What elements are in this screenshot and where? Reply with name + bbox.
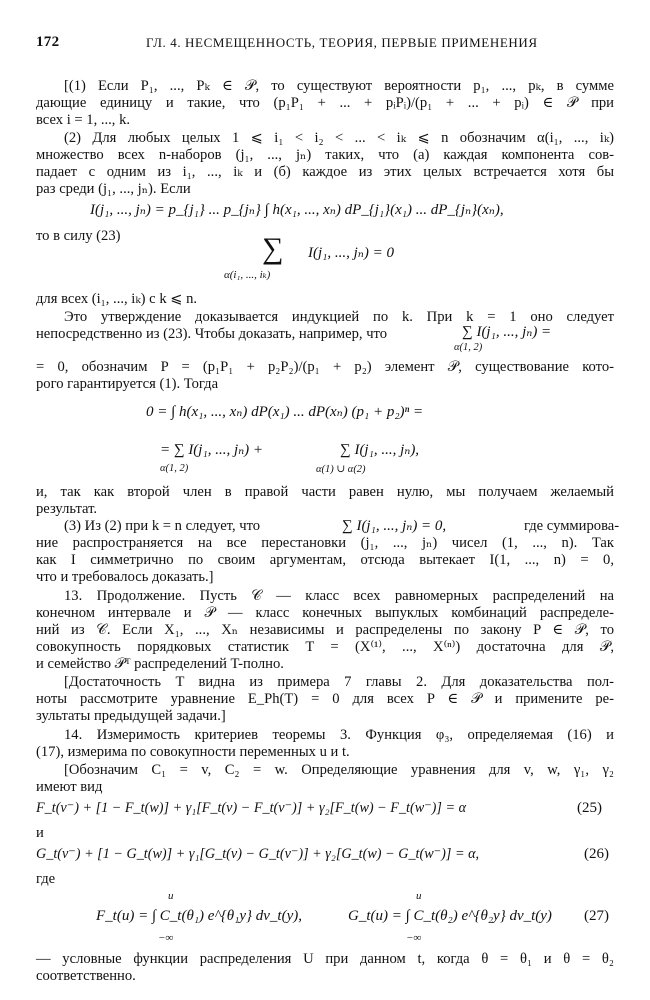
equation-inline-sum: ∑ I(j₁, ..., jₙ) = (462, 324, 552, 340)
text-line: соответственно. (36, 968, 136, 984)
text-line: зультаты предыдущей задачи.] (36, 708, 226, 724)
text-line: что и требовалось доказать.] (36, 569, 214, 585)
text-line: Это утверждение доказывается индукцией по k. При k = 1 оно следует (64, 309, 614, 325)
chapter-title: ГЛ. 4. НЕСМЕЩЕННОСТЬ, ТЕОРИЯ, ПЕРВЫЕ ПРИМЕНЕНИЯ (146, 35, 538, 50)
equation-27-F: F_t(u) = ∫ C_t(θ₁) e^{θ₁y} dν_t(y), (96, 908, 302, 924)
page-number: 172 (36, 34, 60, 50)
text-line: [Обозначим C₁ = v, C₂ = w. Определяющие уравнения для v, w, γ₁, γ₂ (64, 762, 614, 778)
text-line: где суммирова- (524, 518, 620, 534)
equation-25-number: (25) (577, 800, 602, 816)
text-line: ноты рассмотрите уравнение E_Ph(T) = 0 для всех P ∈ 𝒫 и примените ре- (36, 691, 614, 707)
integral-2a-index: α(1, 2) (160, 463, 189, 474)
text-line: [Достаточность T видна из примера 7 главы 2. Для доказательства пол- (64, 674, 614, 690)
text-line: ние распространяется на все перестановки (j₁, ..., jₙ) чисел (1, ..., n). Так (36, 535, 614, 551)
text-line: (3) Из (2) при k = n следует, что (64, 518, 261, 534)
text-line: раз среди (j₁, ..., jₙ). Если (36, 181, 191, 197)
equation-inline-sum-zero: ∑ I(j₁, ..., jₙ) = 0, (342, 518, 447, 534)
integral-upper-limit-2: u (416, 890, 422, 902)
text-line: — условные функции распределения U при данном t, когда θ = θ₁ и θ = θ₂ (36, 951, 614, 967)
text-line: (17), измерима по совокупности переменных u и t. (36, 744, 350, 760)
text-line: то в силу (23) (36, 228, 121, 244)
text-line: ний из 𝒞. Если X₁, ..., Xₙ независимы и распределены по закону P ∈ 𝒫, то (36, 622, 614, 638)
sum-index: α(i₁, ..., iₖ) (224, 269, 271, 281)
text-line: всех i = 1, ..., k. (36, 112, 131, 128)
sum-symbol: ∑ (262, 232, 284, 265)
text-line: [(1) Если P₁, ..., Pₖ ∈ 𝒫, то существуют вероятности p₁, ..., pₖ, в сумме (64, 78, 614, 94)
problem-13-line: 13. Продолжение. Пусть 𝒞 — класс всех равномерных распределений на (64, 588, 614, 604)
equation-integral-1: 0 = ∫ h(x₁, ..., xₙ) dP(x₁) ... dP(xₙ) (p₁ + p₂)ⁿ = (146, 404, 424, 420)
equation-27-number: (27) (584, 908, 609, 924)
inline-sum-index: α(1, 2) (454, 342, 483, 353)
text-line: множество всех n-наборов (j₁, ..., jₙ) таких, что (а) каждая компонента сов- (36, 147, 614, 163)
integral-2b-index: α(1) ∪ α(2) (316, 464, 366, 475)
text-line: имеют вид (36, 779, 103, 795)
text-line: (2) Для любых целых 1 ⩽ i₁ < i₂ < ... < iₖ ⩽ n обозначим α(i₁, ..., iₖ) (64, 130, 614, 146)
equation-26-number: (26) (584, 846, 609, 862)
integral-upper-limit-1: u (168, 890, 174, 902)
text-line: и, так как второй член в правой части равен нулю, мы получаем желаемый (36, 484, 614, 500)
text-line: и семейство 𝒫ᵀ распределений T-полно. (36, 656, 284, 672)
text-line: непосредственно из (23). Чтобы доказать, например, что (36, 326, 388, 342)
text-line: для всех (i₁, ..., iₖ) с k ⩽ n. (36, 291, 198, 307)
integral-lower-limit-1: −∞ (158, 932, 174, 944)
equation-27-G: G_t(u) = ∫ C_t(θ₂) e^{θ₂y} dν_t(y) (348, 908, 552, 924)
text-line: результат. (36, 501, 98, 517)
running-header (36, 34, 616, 56)
problem-14-line: 14. Измеримость критериев теоремы 3. Функция φ₃, определяемая (16) и (64, 727, 614, 743)
text-line: = 0, обозначим P = (p₁P₁ + p₂P₂)/(p₁ + p₂) элемент 𝒫, существование кото- (36, 359, 614, 375)
text-line: как I симметрично по своим аргументам, отсюда вытекает I(1, ..., n) = 0, (36, 552, 614, 568)
equation-sum-zero: I(j₁, ..., jₙ) = 0 (308, 245, 394, 261)
text-line: совокупность порядковых статистик T = (X⁽¹⁾, ..., X⁽ⁿ⁾) достаточна для 𝒫, (36, 639, 614, 655)
equation-25: F_t(v⁻) + [1 − F_t(w)] + γ₁[F_t(v) − F_t(v⁻)] + γ₂[F_t(w) − F_t(w⁻)] = α (36, 800, 467, 816)
equation-26: G_t(v⁻) + [1 − G_t(w)] + γ₁[G_t(v) − G_t(v⁻)] + γ₂[G_t(w) − G_t(w⁻)] = α, (36, 846, 480, 862)
equation-I-definition: I(j₁, ..., jₙ) = p_{j₁} ... p_{jₙ} ∫ h(x₁, ..., xₙ) dP_{j₁}(x₁) ... dP_{jₙ}(xₙ), (90, 202, 504, 218)
text-line: рого гарантируется (1). Тогда (36, 376, 219, 392)
integral-lower-limit-2: −∞ (406, 932, 422, 944)
equation-integral-2a: = ∑ I(j₁, ..., jₙ) + (160, 442, 264, 458)
text-line: падает с одним из i₁, ..., iₖ и (б) каждое из этих целых встречается хотя бы (36, 164, 614, 180)
text-line: дающие единицу и такие, что (p₁P₁ + ... + pᵢPᵢ)/(p₁ + ... + pᵢ) ∈ 𝒫 при (36, 95, 614, 111)
equation-integral-2b: ∑ I(j₁, ..., jₙ), (340, 442, 420, 458)
text-line: где (36, 871, 56, 887)
text-line: и (36, 825, 44, 841)
text-line: конечном интервале и 𝒫 — класс конечных выпуклых комбинаций распределе- (36, 605, 614, 621)
